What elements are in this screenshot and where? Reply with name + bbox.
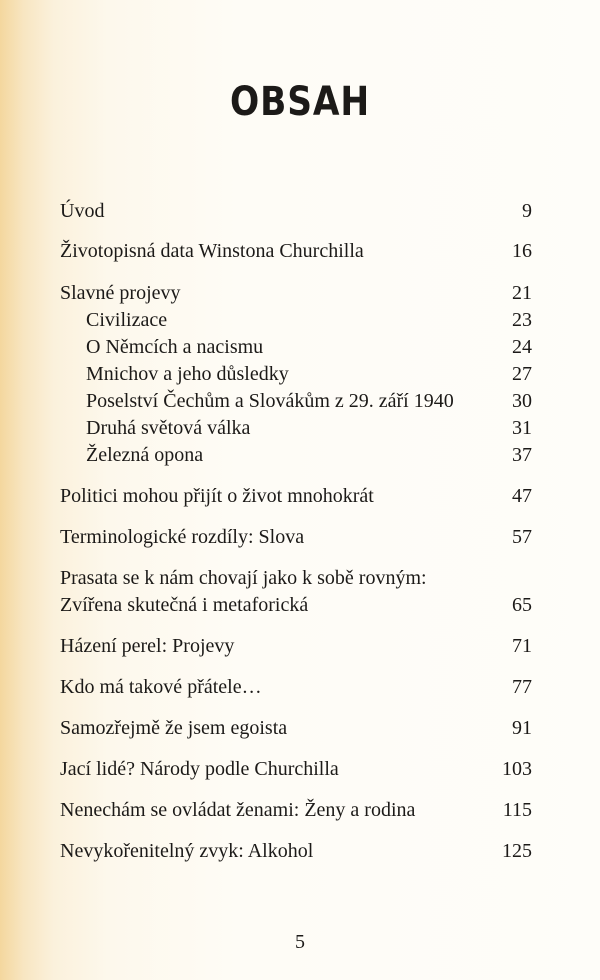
toc-entry-label: Terminologické rozdíly: Slova bbox=[60, 526, 305, 548]
toc-entry-page: 57 bbox=[512, 526, 532, 548]
toc-entry-label-line2: Zvířena skutečná i metaforická bbox=[60, 594, 309, 616]
toc-entry bbox=[60, 238, 532, 265]
toc-entry-label: Jací lidé? Národy podle Churchilla bbox=[60, 758, 339, 780]
toc-entry-label: Slavné projevy bbox=[60, 282, 181, 304]
toc-entry-label: Samozřejmě že jsem egoista bbox=[60, 717, 288, 739]
toc-entry bbox=[60, 756, 532, 783]
toc-entry-page: 24 bbox=[512, 336, 532, 358]
toc-entry-label: Životopisná data Winstona Churchilla bbox=[60, 240, 364, 262]
toc-entry bbox=[60, 674, 532, 701]
toc-entry-label: Úvod bbox=[60, 200, 105, 222]
toc-entry-page: 91 bbox=[512, 717, 532, 739]
toc-entry bbox=[60, 838, 532, 865]
toc-subentry bbox=[86, 361, 532, 388]
toc-entry-label-line1: Prasata se k nám chovají jako k sobě rovným: bbox=[60, 567, 427, 589]
page-number: 5 bbox=[295, 931, 305, 953]
toc-entry-page: 27 bbox=[512, 363, 532, 385]
toc-entry-label: O Němcích a nacismu bbox=[86, 336, 264, 358]
toc-subentry bbox=[86, 388, 532, 415]
toc-entry-page: 37 bbox=[512, 444, 532, 466]
toc-entry-multiline bbox=[60, 565, 532, 619]
toc-entry-page: 103 bbox=[502, 758, 532, 780]
toc-subentry bbox=[86, 334, 532, 361]
toc-entry-page: 21 bbox=[512, 282, 532, 304]
toc-entry-page: 9 bbox=[522, 200, 532, 222]
toc-entry-label: Politici mohou přijít o život mnohokrát bbox=[60, 485, 374, 507]
toc-entry-page: 125 bbox=[502, 840, 532, 862]
page-title: OBSAH bbox=[230, 79, 370, 125]
toc-entry bbox=[60, 715, 532, 742]
toc-entry-page: 47 bbox=[512, 485, 532, 507]
toc-entry-page: 65 bbox=[512, 594, 532, 616]
toc-entry-page: 115 bbox=[502, 799, 532, 821]
toc-entry-label: Poselství Čechům a Slovákům z 29. září 1940 bbox=[86, 390, 454, 412]
toc-subentry bbox=[86, 442, 532, 469]
toc-entry-label: Kdo má takové přátele… bbox=[60, 676, 262, 698]
toc-entry bbox=[60, 524, 532, 551]
toc-entry-label: Železná opona bbox=[86, 444, 204, 466]
toc-entry-page: 31 bbox=[512, 417, 532, 439]
toc-entry-label: Druhá světová válka bbox=[86, 417, 251, 439]
toc-subentry bbox=[86, 415, 532, 442]
toc-entry-label: Civilizace bbox=[86, 309, 168, 331]
toc-entry bbox=[60, 483, 532, 510]
toc-entry-page: 30 bbox=[512, 390, 532, 412]
toc-entry bbox=[60, 797, 532, 824]
toc-entry-page: 77 bbox=[512, 676, 532, 698]
toc-subentry bbox=[86, 307, 532, 334]
toc-entry-page: 71 bbox=[512, 635, 532, 657]
toc-entry bbox=[60, 280, 532, 307]
toc-entry-label: Mnichov a jeho důsledky bbox=[86, 363, 289, 385]
toc-entry-label: Házení perel: Projevy bbox=[60, 635, 235, 657]
toc-entry-page: 23 bbox=[512, 309, 532, 331]
toc-entry-label: Nenechám se ovládat ženami: Ženy a rodina bbox=[60, 799, 416, 821]
toc-entry-page: 16 bbox=[512, 240, 532, 262]
toc-entry bbox=[60, 633, 532, 660]
toc-entry bbox=[60, 198, 532, 225]
toc-entry-label: Nevykořenitelný zvyk: Alkohol bbox=[60, 840, 314, 862]
